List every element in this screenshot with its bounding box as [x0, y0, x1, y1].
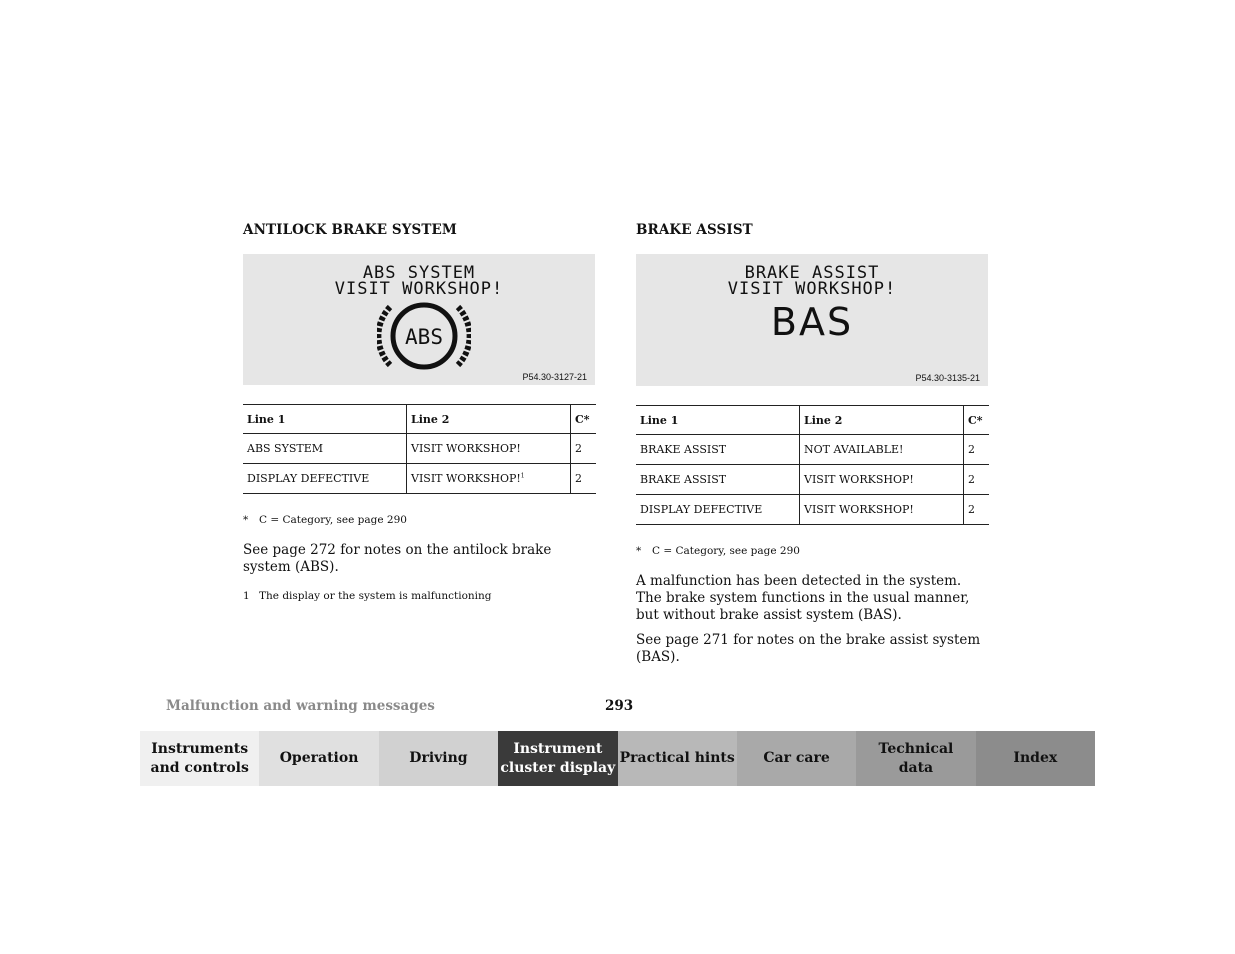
abs-display-line2: VISIT WORKSHOP! [334, 279, 504, 299]
table-cell: VISIT WORKSHOP! [800, 495, 964, 525]
table-cell: BRAKE ASSIST [636, 465, 800, 495]
tab-operation[interactable]: Operation [259, 731, 378, 786]
abs-icon-text: ABS [405, 325, 443, 349]
abs-display-line1: ABS SYSTEM [362, 263, 476, 283]
table-cell: VISIT WORKSHOP!$^1$ [407, 464, 571, 494]
table-row [243, 434, 596, 464]
bas-paragraph-1: A malfunction has been detected in the system. The brake system functions in the usual manner, but without brake assist system (BAS). [636, 573, 970, 623]
bas-section [636, 222, 989, 666]
table-header: C* [571, 405, 597, 434]
table-cell: NOT AVAILABLE! [800, 435, 964, 465]
abs-footnote: 1 The display or the system is malfunctioning [243, 590, 492, 602]
table-header: C* [964, 406, 990, 435]
table-cell: BRAKE ASSIST [636, 435, 800, 465]
table-cell: ABS SYSTEM [243, 434, 407, 464]
abs-warning-icon [377, 301, 471, 371]
table-cell: 2 [964, 465, 990, 495]
table-cell: VISIT WORKSHOP! [800, 465, 964, 495]
abs-section [243, 222, 596, 602]
table-header: Line 1 [636, 406, 800, 435]
table-header: Line 2 [800, 406, 964, 435]
table-header: Line 1 [243, 405, 407, 434]
table-cell: 2 [571, 434, 597, 464]
bas-display-line2: VISIT WORKSHOP! [727, 279, 897, 299]
table-row [636, 435, 989, 465]
bas-display-line1: BRAKE ASSIST [744, 263, 880, 283]
tab-car-care[interactable]: Car care [737, 731, 856, 786]
table-cell: 2 [964, 435, 990, 465]
tab-instruments-and-controls[interactable]: Instruments and controls [140, 731, 259, 786]
abs-figure-ref: P54.30-3127-21 [522, 372, 587, 382]
table-cell: VISIT WORKSHOP! [407, 434, 571, 464]
bas-paragraph-2: See page 271 for notes on the brake assist system (BAS). [636, 632, 981, 665]
tab-technical-data[interactable]: Technical data [856, 731, 975, 786]
chapter-nav [140, 731, 1095, 786]
section-title: Malfunction and warning messages [166, 698, 435, 714]
table-cell: 2 [571, 464, 597, 494]
bas-message-table [636, 405, 989, 525]
tab-instrument-cluster-display[interactable]: Instrument cluster display [498, 731, 617, 786]
table-cell: 2 [964, 495, 990, 525]
abs-display-illustration [243, 254, 595, 385]
table-row [636, 495, 989, 525]
abs-heading: ANTILOCK BRAKE SYSTEM [243, 222, 457, 238]
footnote-marker: 1 [520, 472, 525, 480]
table-cell: DISPLAY DEFECTIVE [243, 464, 407, 494]
abs-paragraph: See page 272 for notes on the antilock brake system (ABS). [243, 542, 552, 575]
bas-heading: BRAKE ASSIST [636, 222, 753, 238]
category-note: * C = Category, see page 290 [243, 514, 407, 526]
tab-index[interactable]: Index [976, 731, 1095, 786]
tab-practical-hints[interactable]: Practical hints [618, 731, 737, 786]
bas-figure-ref: P54.30-3135-21 [915, 373, 980, 383]
category-note: * C = Category, see page 290 [636, 545, 800, 557]
tab-driving[interactable]: Driving [379, 731, 498, 786]
table-cell: DISPLAY DEFECTIVE [636, 495, 800, 525]
bas-display-illustration [636, 254, 988, 386]
table-header: Line 2 [407, 405, 571, 434]
bas-display-symbol: BAS [770, 300, 854, 344]
table-row [243, 464, 596, 494]
page-number: 293 [605, 698, 634, 714]
table-row [636, 465, 989, 495]
abs-message-table [243, 404, 596, 494]
